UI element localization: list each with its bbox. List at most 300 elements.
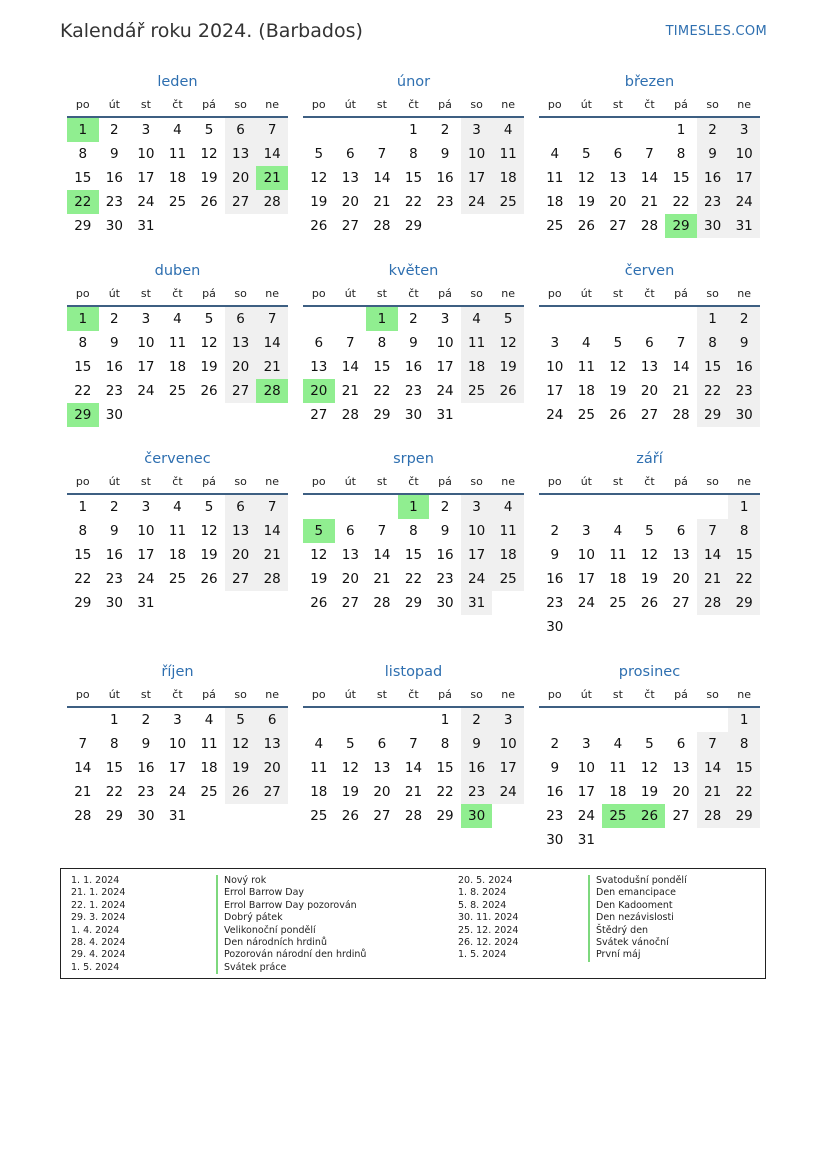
day-cell[interactable]: 5	[204, 499, 214, 515]
day-cell[interactable]: 15	[697, 355, 729, 379]
day-cell[interactable]: 12	[310, 547, 328, 563]
day-cell[interactable]: 25	[168, 571, 187, 587]
day-cell[interactable]: 10	[137, 523, 155, 539]
day-cell[interactable]: 2	[440, 499, 450, 515]
day-cell[interactable]: 28	[256, 190, 288, 214]
day-cell[interactable]: 8	[409, 523, 418, 539]
day-cell[interactable]: 1	[110, 712, 119, 728]
day-cell[interactable]: 2	[550, 736, 560, 752]
day-cell[interactable]: 4	[173, 122, 182, 138]
day-cell[interactable]: 27	[672, 595, 690, 611]
day-cell[interactable]: 16	[105, 547, 123, 563]
day-cell[interactable]: 21	[672, 383, 690, 399]
day-cell[interactable]: 16	[105, 170, 123, 186]
day-cell[interactable]: 8	[728, 519, 760, 543]
day-cell[interactable]: 2	[110, 499, 119, 515]
holiday-day-cell[interactable]: 1	[366, 307, 398, 331]
day-cell[interactable]: 17	[492, 756, 524, 780]
day-cell[interactable]: 17	[436, 359, 454, 375]
day-cell[interactable]: 24	[436, 383, 454, 399]
day-cell[interactable]: 6	[225, 495, 257, 519]
day-cell[interactable]: 22	[672, 194, 690, 210]
day-cell[interactable]: 11	[168, 523, 187, 539]
day-cell[interactable]: 14	[404, 760, 423, 776]
day-cell[interactable]: 22	[436, 784, 454, 800]
day-cell[interactable]: 17	[137, 359, 155, 375]
day-cell[interactable]: 14	[373, 547, 391, 563]
day-cell[interactable]: 16	[436, 170, 454, 186]
day-cell[interactable]: 26	[225, 780, 257, 804]
holiday-day-cell[interactable]: 21	[256, 166, 288, 190]
day-cell[interactable]: 3	[728, 118, 760, 142]
day-cell[interactable]: 11	[168, 335, 187, 351]
day-cell[interactable]: 19	[200, 547, 218, 563]
day-cell[interactable]: 8	[728, 732, 760, 756]
day-cell[interactable]: 14	[74, 760, 92, 776]
day-cell[interactable]: 23	[436, 194, 454, 210]
day-cell[interactable]: 16	[697, 166, 729, 190]
day-cell[interactable]: 9	[550, 760, 560, 776]
day-cell[interactable]: 13	[225, 519, 257, 543]
day-cell[interactable]: 26	[310, 595, 328, 611]
day-cell[interactable]: 15	[74, 547, 92, 563]
day-cell[interactable]: 23	[404, 383, 423, 399]
day-cell[interactable]: 2	[440, 122, 450, 138]
day-cell[interactable]: 23	[728, 379, 760, 403]
day-cell[interactable]: 20	[609, 194, 627, 210]
day-cell[interactable]: 2	[141, 712, 151, 728]
day-cell[interactable]: 8	[78, 523, 88, 539]
day-cell[interactable]: 21	[74, 784, 92, 800]
day-cell[interactable]: 11	[577, 359, 595, 375]
day-cell[interactable]: 13	[672, 760, 690, 776]
holiday-day-cell[interactable]: 25	[602, 804, 634, 828]
day-cell[interactable]: 24	[137, 571, 155, 587]
day-cell[interactable]: 8	[697, 331, 729, 355]
day-cell[interactable]: 1	[409, 122, 418, 138]
day-cell[interactable]: 3	[141, 499, 151, 515]
day-cell[interactable]: 19	[200, 359, 218, 375]
day-cell[interactable]: 2	[110, 311, 119, 327]
day-cell[interactable]: 13	[225, 142, 257, 166]
day-cell[interactable]: 31	[168, 808, 187, 824]
day-cell[interactable]: 24	[546, 407, 564, 423]
day-cell[interactable]: 17	[461, 543, 493, 567]
day-cell[interactable]: 15	[404, 170, 423, 186]
day-cell[interactable]: 24	[577, 595, 595, 611]
day-cell[interactable]: 19	[609, 383, 627, 399]
day-cell[interactable]: 27	[310, 407, 328, 423]
day-cell[interactable]: 1	[676, 122, 686, 138]
day-cell[interactable]: 19	[492, 355, 524, 379]
day-cell[interactable]: 25	[492, 567, 524, 591]
day-cell[interactable]: 24	[137, 194, 155, 210]
day-cell[interactable]: 28	[640, 218, 659, 234]
day-cell[interactable]: 29	[697, 403, 729, 427]
day-cell[interactable]: 5	[346, 736, 355, 752]
day-cell[interactable]: 25	[310, 808, 328, 824]
day-cell[interactable]: 22	[404, 571, 423, 587]
day-cell[interactable]: 11	[200, 736, 218, 752]
day-cell[interactable]: 18	[609, 571, 627, 587]
day-cell[interactable]: 22	[74, 571, 92, 587]
day-cell[interactable]: 5	[314, 146, 324, 162]
day-cell[interactable]: 7	[256, 118, 288, 142]
day-cell[interactable]: 5	[613, 335, 623, 351]
day-cell[interactable]: 6	[225, 118, 257, 142]
day-cell[interactable]: 6	[314, 335, 324, 351]
day-cell[interactable]: 13	[640, 359, 659, 375]
day-cell[interactable]: 11	[609, 760, 627, 776]
day-cell[interactable]: 13	[341, 547, 359, 563]
day-cell[interactable]: 8	[377, 335, 387, 351]
day-cell[interactable]: 4	[492, 118, 524, 142]
day-cell[interactable]: 10	[137, 335, 155, 351]
day-cell[interactable]: 4	[173, 311, 182, 327]
day-cell[interactable]: 11	[492, 142, 524, 166]
day-cell[interactable]: 20	[225, 543, 257, 567]
day-cell[interactable]: 15	[728, 543, 760, 567]
day-cell[interactable]: 1	[697, 307, 729, 331]
day-cell[interactable]: 26	[200, 383, 218, 399]
day-cell[interactable]: 8	[78, 146, 88, 162]
day-cell[interactable]: 4	[204, 712, 214, 728]
day-cell[interactable]: 30	[697, 214, 729, 238]
day-cell[interactable]: 13	[373, 760, 391, 776]
day-cell[interactable]: 13	[256, 732, 288, 756]
day-cell[interactable]: 27	[225, 190, 257, 214]
day-cell[interactable]: 14	[697, 756, 729, 780]
day-cell[interactable]: 12	[200, 335, 218, 351]
day-cell[interactable]: 18	[168, 547, 187, 563]
day-cell[interactable]: 29	[436, 808, 454, 824]
day-cell[interactable]: 27	[256, 780, 288, 804]
day-cell[interactable]: 23	[697, 190, 729, 214]
day-cell[interactable]: 25	[546, 218, 564, 234]
day-cell[interactable]: 12	[225, 732, 257, 756]
day-cell[interactable]: 5	[204, 311, 214, 327]
day-cell[interactable]: 11	[168, 146, 187, 162]
day-cell[interactable]: 20	[225, 355, 257, 379]
day-cell[interactable]: 7	[676, 335, 686, 351]
day-cell[interactable]: 3	[461, 118, 493, 142]
day-cell[interactable]: 9	[728, 331, 760, 355]
day-cell[interactable]: 20	[640, 383, 659, 399]
day-cell[interactable]: 8	[676, 146, 686, 162]
day-cell[interactable]: 19	[577, 194, 595, 210]
day-cell[interactable]: 22	[728, 567, 760, 591]
day-cell[interactable]: 3	[582, 523, 591, 539]
day-cell[interactable]: 9	[697, 142, 729, 166]
day-cell[interactable]: 29	[404, 595, 423, 611]
day-cell[interactable]: 25	[168, 194, 187, 210]
day-cell[interactable]: 24	[577, 808, 595, 824]
day-cell[interactable]: 30	[404, 407, 423, 423]
day-cell[interactable]: 22	[74, 383, 92, 399]
day-cell[interactable]: 27	[341, 595, 359, 611]
day-cell[interactable]: 15	[728, 756, 760, 780]
day-cell[interactable]: 28	[697, 804, 729, 828]
day-cell[interactable]: 18	[609, 784, 627, 800]
day-cell[interactable]: 22	[404, 194, 423, 210]
day-cell[interactable]: 6	[613, 146, 623, 162]
day-cell[interactable]: 3	[173, 712, 182, 728]
day-cell[interactable]: 19	[341, 784, 359, 800]
day-cell[interactable]: 10	[492, 732, 524, 756]
day-cell[interactable]: 21	[697, 567, 729, 591]
day-cell[interactable]: 20	[373, 784, 391, 800]
day-cell[interactable]: 23	[461, 780, 493, 804]
day-cell[interactable]: 4	[582, 335, 591, 351]
day-cell[interactable]: 18	[461, 355, 493, 379]
day-cell[interactable]: 24	[492, 780, 524, 804]
day-cell[interactable]: 12	[492, 331, 524, 355]
day-cell[interactable]: 2	[550, 523, 560, 539]
brand-logo[interactable]: TIMESLES.COM	[665, 24, 767, 39]
day-cell[interactable]: 25	[577, 407, 595, 423]
holiday-day-cell[interactable]: 1	[67, 307, 99, 331]
day-cell[interactable]: 2	[409, 311, 418, 327]
day-cell[interactable]: 29	[373, 407, 391, 423]
day-cell[interactable]: 19	[310, 571, 328, 587]
day-cell[interactable]: 20	[672, 784, 690, 800]
day-cell[interactable]: 22	[105, 784, 123, 800]
day-cell[interactable]: 15	[672, 170, 690, 186]
day-cell[interactable]: 7	[256, 307, 288, 331]
day-cell[interactable]: 10	[728, 142, 760, 166]
day-cell[interactable]: 14	[256, 519, 288, 543]
day-cell[interactable]: 14	[256, 331, 288, 355]
day-cell[interactable]: 2	[461, 708, 493, 732]
day-cell[interactable]: 11	[609, 547, 627, 563]
day-cell[interactable]: 7	[645, 146, 654, 162]
day-cell[interactable]: 22	[697, 379, 729, 403]
day-cell[interactable]: 10	[461, 519, 493, 543]
day-cell[interactable]: 31	[137, 595, 155, 611]
day-cell[interactable]: 21	[373, 194, 391, 210]
day-cell[interactable]: 13	[341, 170, 359, 186]
day-cell[interactable]: 28	[341, 407, 359, 423]
day-cell[interactable]: 9	[409, 335, 418, 351]
day-cell[interactable]: 24	[461, 567, 493, 591]
day-cell[interactable]: 12	[310, 170, 328, 186]
day-cell[interactable]: 14	[341, 359, 359, 375]
day-cell[interactable]: 4	[492, 495, 524, 519]
day-cell[interactable]: 13	[225, 331, 257, 355]
day-cell[interactable]: 29	[74, 595, 92, 611]
day-cell[interactable]: 14	[697, 543, 729, 567]
day-cell[interactable]: 26	[341, 808, 359, 824]
day-cell[interactable]: 29	[404, 218, 423, 234]
day-cell[interactable]: 20	[341, 571, 359, 587]
day-cell[interactable]: 21	[640, 194, 659, 210]
day-cell[interactable]: 3	[550, 335, 560, 351]
holiday-day-cell[interactable]: 26	[634, 804, 666, 828]
day-cell[interactable]: 3	[492, 708, 524, 732]
day-cell[interactable]: 7	[346, 335, 355, 351]
holiday-day-cell[interactable]: 20	[303, 379, 335, 403]
day-cell[interactable]: 6	[225, 307, 257, 331]
day-cell[interactable]: 26	[200, 571, 218, 587]
day-cell[interactable]: 23	[105, 383, 123, 399]
day-cell[interactable]: 17	[461, 166, 493, 190]
day-cell[interactable]: 16	[546, 784, 564, 800]
day-cell[interactable]: 22	[728, 780, 760, 804]
day-cell[interactable]: 15	[436, 760, 454, 776]
day-cell[interactable]: 4	[550, 146, 560, 162]
day-cell[interactable]: 21	[404, 784, 423, 800]
day-cell[interactable]: 3	[440, 311, 450, 327]
day-cell[interactable]: 16	[728, 355, 760, 379]
day-cell[interactable]: 15	[74, 170, 92, 186]
day-cell[interactable]: 1	[728, 495, 760, 519]
day-cell[interactable]: 2	[110, 122, 119, 138]
day-cell[interactable]: 17	[137, 170, 155, 186]
day-cell[interactable]: 26	[492, 379, 524, 403]
day-cell[interactable]: 17	[168, 760, 187, 776]
day-cell[interactable]: 4	[613, 523, 623, 539]
holiday-day-cell[interactable]: 29	[665, 214, 697, 238]
day-cell[interactable]: 29	[728, 591, 760, 615]
day-cell[interactable]: 16	[461, 756, 493, 780]
day-cell[interactable]: 23	[137, 784, 155, 800]
day-cell[interactable]: 18	[492, 166, 524, 190]
day-cell[interactable]: 5	[645, 736, 654, 752]
holiday-day-cell[interactable]: 22	[67, 190, 99, 214]
day-cell[interactable]: 17	[577, 784, 595, 800]
day-cell[interactable]: 1	[728, 708, 760, 732]
day-cell[interactable]: 6	[346, 523, 355, 539]
day-cell[interactable]: 11	[492, 519, 524, 543]
day-cell[interactable]: 10	[577, 547, 595, 563]
day-cell[interactable]: 18	[200, 760, 218, 776]
day-cell[interactable]: 4	[173, 499, 182, 515]
day-cell[interactable]: 11	[310, 760, 328, 776]
day-cell[interactable]: 31	[137, 218, 155, 234]
day-cell[interactable]: 29	[728, 804, 760, 828]
day-cell[interactable]: 3	[141, 122, 151, 138]
day-cell[interactable]: 14	[256, 142, 288, 166]
day-cell[interactable]: 28	[697, 591, 729, 615]
day-cell[interactable]: 21	[697, 780, 729, 804]
day-cell[interactable]: 7	[377, 146, 387, 162]
day-cell[interactable]: 27	[672, 808, 690, 824]
day-cell[interactable]: 12	[200, 146, 218, 162]
day-cell[interactable]: 6	[377, 736, 387, 752]
day-cell[interactable]: 26	[577, 218, 595, 234]
day-cell[interactable]: 19	[640, 784, 659, 800]
day-cell[interactable]: 25	[200, 784, 218, 800]
day-cell[interactable]: 14	[373, 170, 391, 186]
day-cell[interactable]: 29	[105, 808, 123, 824]
day-cell[interactable]: 2	[697, 118, 729, 142]
holiday-day-cell[interactable]: 1	[398, 495, 430, 519]
day-cell[interactable]: 11	[546, 170, 564, 186]
day-cell[interactable]: 25	[609, 595, 627, 611]
day-cell[interactable]: 12	[341, 760, 359, 776]
day-cell[interactable]: 9	[110, 523, 119, 539]
day-cell[interactable]: 15	[74, 359, 92, 375]
day-cell[interactable]: 13	[672, 547, 690, 563]
day-cell[interactable]: 30	[728, 403, 760, 427]
day-cell[interactable]: 16	[404, 359, 423, 375]
day-cell[interactable]: 6	[676, 736, 686, 752]
day-cell[interactable]: 5	[492, 307, 524, 331]
day-cell[interactable]: 18	[546, 194, 564, 210]
day-cell[interactable]: 8	[78, 335, 88, 351]
day-cell[interactable]: 9	[550, 547, 560, 563]
day-cell[interactable]: 28	[74, 808, 92, 824]
day-cell[interactable]: 14	[672, 359, 690, 375]
day-cell[interactable]: 4	[314, 736, 324, 752]
day-cell[interactable]: 10	[436, 335, 454, 351]
day-cell[interactable]: 27	[225, 567, 257, 591]
day-cell[interactable]: 6	[645, 335, 654, 351]
day-cell[interactable]: 10	[546, 359, 564, 375]
day-cell[interactable]: 8	[440, 736, 450, 752]
day-cell[interactable]: 7	[256, 495, 288, 519]
day-cell[interactable]: 26	[609, 407, 627, 423]
day-cell[interactable]: 23	[105, 571, 123, 587]
day-cell[interactable]: 3	[141, 311, 151, 327]
day-cell[interactable]: 17	[728, 166, 760, 190]
day-cell[interactable]: 6	[346, 146, 355, 162]
day-cell[interactable]: 7	[78, 736, 88, 752]
day-cell[interactable]: 14	[640, 170, 659, 186]
day-cell[interactable]: 4	[461, 307, 493, 331]
day-cell[interactable]: 18	[577, 383, 595, 399]
day-cell[interactable]: 20	[341, 194, 359, 210]
day-cell[interactable]: 7	[409, 736, 418, 752]
day-cell[interactable]: 21	[373, 571, 391, 587]
day-cell[interactable]: 20	[672, 571, 690, 587]
day-cell[interactable]: 16	[137, 760, 155, 776]
day-cell[interactable]: 12	[640, 760, 659, 776]
day-cell[interactable]: 25	[492, 190, 524, 214]
day-cell[interactable]: 9	[141, 736, 151, 752]
day-cell[interactable]: 9	[110, 146, 119, 162]
day-cell[interactable]: 12	[609, 359, 627, 375]
day-cell[interactable]: 17	[137, 547, 155, 563]
day-cell[interactable]: 9	[440, 146, 450, 162]
day-cell[interactable]: 30	[105, 407, 123, 423]
day-cell[interactable]: 4	[613, 736, 623, 752]
day-cell[interactable]: 7	[697, 732, 729, 756]
day-cell[interactable]: 19	[640, 571, 659, 587]
day-cell[interactable]: 16	[436, 547, 454, 563]
day-cell[interactable]: 31	[577, 832, 595, 848]
day-cell[interactable]: 3	[461, 495, 493, 519]
day-cell[interactable]: 26	[200, 194, 218, 210]
day-cell[interactable]: 3	[582, 736, 591, 752]
day-cell[interactable]: 30	[105, 595, 123, 611]
day-cell[interactable]: 7	[377, 523, 387, 539]
day-cell[interactable]: 24	[461, 190, 493, 214]
holiday-day-cell[interactable]: 28	[256, 379, 288, 403]
day-cell[interactable]: 21	[341, 383, 359, 399]
day-cell[interactable]: 21	[256, 543, 288, 567]
day-cell[interactable]: 25	[461, 379, 493, 403]
day-cell[interactable]: 19	[200, 170, 218, 186]
day-cell[interactable]: 27	[341, 218, 359, 234]
day-cell[interactable]: 19	[225, 756, 257, 780]
day-cell[interactable]: 17	[546, 383, 564, 399]
day-cell[interactable]: 6	[676, 523, 686, 539]
day-cell[interactable]: 31	[461, 591, 493, 615]
day-cell[interactable]: 18	[168, 170, 187, 186]
day-cell[interactable]: 22	[373, 383, 391, 399]
day-cell[interactable]: 23	[105, 194, 123, 210]
